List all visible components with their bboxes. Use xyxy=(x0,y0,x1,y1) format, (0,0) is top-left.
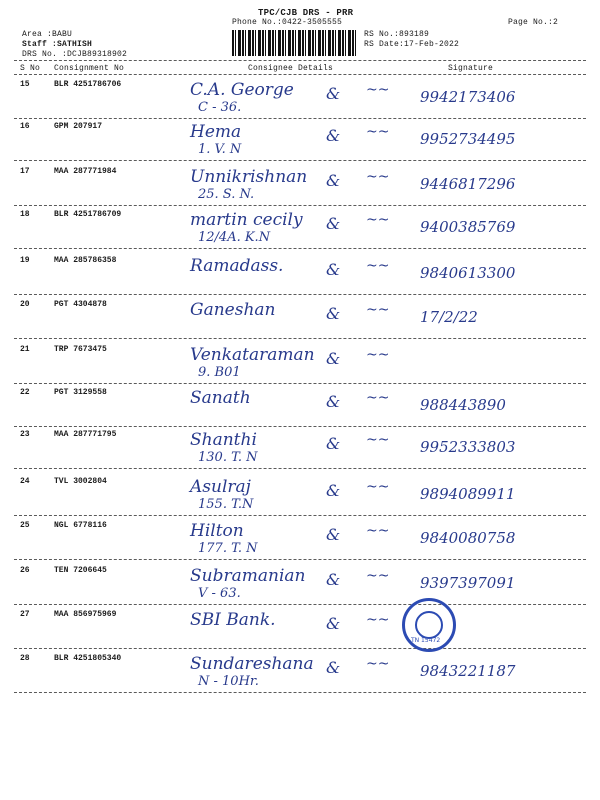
ampersand-mark: & xyxy=(326,171,341,190)
row-consignment: MAA 285786358 xyxy=(54,256,117,265)
row-divider xyxy=(14,383,586,384)
stamp-center xyxy=(415,611,443,639)
consignee-name: SBI Bank. xyxy=(190,610,276,630)
consignee-name: Hilton xyxy=(190,521,244,541)
row-consignment: GPM 207917 xyxy=(54,122,103,131)
page-number: Page No.:2 xyxy=(508,18,559,27)
row-divider xyxy=(14,692,586,693)
signature-scrawl: ~~ xyxy=(366,212,390,228)
consignee-name: Sundareshana xyxy=(190,654,314,674)
ampersand-mark: & xyxy=(326,614,341,633)
row-divider xyxy=(14,205,586,206)
row-divider xyxy=(14,648,586,649)
row-sno: 23 xyxy=(20,430,30,439)
consignee-name: Asulraj xyxy=(190,477,251,497)
row-divider xyxy=(14,604,586,605)
row-consignment: TVL 3002804 xyxy=(54,477,107,486)
consignee-phone: 9843221187 xyxy=(420,662,516,680)
consignee-phone: 9952333803 xyxy=(420,438,516,456)
ampersand-mark: & xyxy=(326,434,341,453)
consignee-phone: 17/2/22 xyxy=(420,308,478,326)
ampersand-mark: & xyxy=(326,84,341,103)
signature-scrawl: ~~ xyxy=(366,169,390,185)
row-sno: 25 xyxy=(20,521,30,530)
consignee-name: Unnikrishnan xyxy=(190,167,308,187)
signature-scrawl: ~~ xyxy=(366,390,390,406)
signature-scrawl: ~~ xyxy=(366,656,390,672)
row-sno: 20 xyxy=(20,300,30,309)
consignee-name: Hema xyxy=(190,122,242,142)
rs-date: RS Date:17-Feb-2022 xyxy=(364,40,460,49)
row-consignment: MAA 287771984 xyxy=(54,167,117,176)
consignee-phone: 988443890 xyxy=(420,396,506,414)
row-sno: 17 xyxy=(20,167,30,176)
signature-scrawl: ~~ xyxy=(366,568,390,584)
phone-number: Phone No.:0422-3505555 xyxy=(232,18,343,27)
drs-number: DRS No. :DCJB89318902 xyxy=(22,50,128,59)
consignee-name: Venkataraman xyxy=(190,345,315,365)
column-consignment: Consignment No xyxy=(54,64,125,73)
row-divider xyxy=(14,426,586,427)
column-signature: Signature xyxy=(448,64,494,73)
stamp-text: TN 15472 xyxy=(411,637,441,644)
row-consignment: TEN 7206645 xyxy=(54,566,107,575)
staff-label: Staff :SATHISH xyxy=(22,40,93,49)
rs-number: RS No.:893189 xyxy=(364,30,430,39)
signature-scrawl: ~~ xyxy=(366,432,390,448)
row-divider xyxy=(14,468,586,469)
consignee-phone: 9894089911 xyxy=(420,485,516,503)
header-rule-bottom xyxy=(14,74,586,75)
row-consignment: PGT 4304878 xyxy=(54,300,107,309)
row-sno: 16 xyxy=(20,122,30,131)
consignee-phone: 9446817296 xyxy=(420,175,516,193)
row-sno: 15 xyxy=(20,80,30,89)
row-sno: 19 xyxy=(20,256,30,265)
row-consignment: TRP 7673475 xyxy=(54,345,107,354)
consignee-address: N - 10Hr. xyxy=(198,674,259,689)
row-consignment: MAA 287771795 xyxy=(54,430,117,439)
signature-scrawl: ~~ xyxy=(366,523,390,539)
row-consignment: PGT 3129558 xyxy=(54,388,107,397)
consignee-address: V - 63. xyxy=(198,586,241,601)
row-consignment: NGL 6778116 xyxy=(54,521,107,530)
row-sno: 24 xyxy=(20,477,30,486)
consignee-name: Subramanian xyxy=(190,566,306,586)
row-consignment: BLR 4251786709 xyxy=(54,210,122,219)
ampersand-mark: & xyxy=(326,481,341,500)
ampersand-mark: & xyxy=(326,349,341,368)
consignee-name: C.A. George xyxy=(190,80,294,100)
column-sno: S No xyxy=(20,64,41,73)
ampersand-mark: & xyxy=(326,525,341,544)
consignee-name: Sanath xyxy=(190,388,251,408)
ampersand-mark: & xyxy=(326,126,341,145)
consignee-address: 130. T. N xyxy=(198,450,258,465)
row-sno: 18 xyxy=(20,210,30,219)
signature-scrawl: ~~ xyxy=(366,82,390,98)
consignee-phone: 9397397091 xyxy=(420,574,516,592)
signature-scrawl: ~~ xyxy=(366,302,390,318)
consignee-address: 1. V. N xyxy=(198,142,242,157)
column-details: Consignee Details xyxy=(248,64,334,73)
consignee-phone: 9942173406 xyxy=(420,88,516,106)
ampersand-mark: & xyxy=(326,658,341,677)
consignee-address: 9. B01 xyxy=(198,365,241,380)
row-sno: 28 xyxy=(20,654,30,663)
row-sno: 26 xyxy=(20,566,30,575)
signature-scrawl: ~~ xyxy=(366,612,390,628)
consignee-phone: 9400385769 xyxy=(420,218,516,236)
signature-scrawl: ~~ xyxy=(366,479,390,495)
row-divider xyxy=(14,559,586,560)
row-sno: 21 xyxy=(20,345,30,354)
postal-stamp xyxy=(402,598,456,652)
row-divider xyxy=(14,338,586,339)
consignee-address: 177. T. N xyxy=(198,541,258,556)
signature-scrawl: ~~ xyxy=(366,347,390,363)
consignee-phone: 9952734495 xyxy=(420,130,516,148)
row-sno: 27 xyxy=(20,610,30,619)
row-divider xyxy=(14,515,586,516)
row-consignment: MAA 856975969 xyxy=(54,610,117,619)
barcode xyxy=(232,30,356,56)
area-label: Area :BABU xyxy=(22,30,73,39)
row-sno: 22 xyxy=(20,388,30,397)
row-divider xyxy=(14,294,586,295)
consignee-address: 155. T.N xyxy=(198,497,254,512)
ampersand-mark: & xyxy=(326,570,341,589)
ampersand-mark: & xyxy=(326,260,341,279)
consignee-name: Ganeshan xyxy=(190,300,276,320)
row-consignment: BLR 4251786706 xyxy=(54,80,122,89)
consignee-phone: 9840613300 xyxy=(420,264,516,282)
signature-scrawl: ~~ xyxy=(366,258,390,274)
consignee-name: Ramadass. xyxy=(190,256,284,276)
consignee-address: 12/4A. K.N xyxy=(198,230,271,245)
consignee-name: martin cecily xyxy=(190,210,303,230)
row-divider xyxy=(14,118,586,119)
row-divider xyxy=(14,160,586,161)
consignee-name: Shanthi xyxy=(190,430,257,450)
consignee-address: C - 36. xyxy=(198,100,242,115)
row-divider xyxy=(14,248,586,249)
ampersand-mark: & xyxy=(326,392,341,411)
consignee-phone: 9840080758 xyxy=(420,529,516,547)
header-rule-top xyxy=(14,60,586,61)
row-consignment: BLR 4251805340 xyxy=(54,654,122,663)
ampersand-mark: & xyxy=(326,304,341,323)
consignee-address: 25. S. N. xyxy=(198,187,255,202)
document-title: TPC/CJB DRS - PRR xyxy=(258,8,354,18)
ampersand-mark: & xyxy=(326,214,341,233)
signature-scrawl: ~~ xyxy=(366,124,390,140)
